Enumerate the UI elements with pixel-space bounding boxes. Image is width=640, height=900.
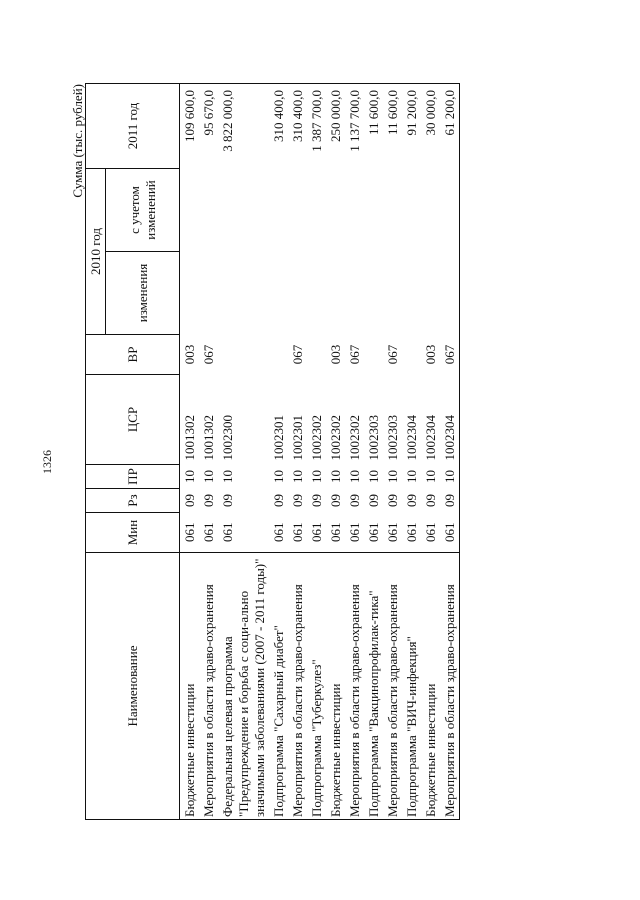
row-with-changes bbox=[402, 169, 421, 252]
row-pr: 10 bbox=[290, 470, 305, 483]
row-csr: 1001302 bbox=[182, 415, 197, 461]
row-2011: 3 822 000,0 bbox=[218, 84, 269, 169]
row-csr: 1002304 bbox=[440, 375, 460, 465]
row-csr: 1002304 bbox=[404, 415, 419, 461]
table-row bbox=[307, 84, 326, 820]
row-rz: 09 bbox=[220, 494, 235, 507]
row-csr: 1002300 bbox=[220, 415, 235, 461]
row-2011: 310 400,0 bbox=[269, 84, 288, 169]
row-min: 061 bbox=[347, 522, 362, 542]
table-row bbox=[383, 84, 402, 820]
row-2011: 1 137 700,0 bbox=[345, 84, 364, 169]
row-min: 061 bbox=[385, 522, 400, 542]
row-with-changes bbox=[218, 169, 269, 252]
table-row bbox=[218, 84, 269, 820]
header-year-2011: 2011 год bbox=[86, 84, 180, 169]
row-pr: 10 bbox=[328, 470, 343, 483]
row-min: 061 bbox=[220, 522, 235, 542]
row-name: Подпрограмма "Туберкулез" bbox=[307, 553, 326, 820]
row-pr: 10 bbox=[385, 470, 400, 483]
row-name: Мероприятия в области здраво-охранения bbox=[440, 553, 460, 820]
table-row bbox=[345, 84, 364, 820]
row-changes bbox=[307, 252, 326, 335]
row-min: 061 bbox=[366, 522, 381, 542]
row-rz: 09 bbox=[328, 494, 343, 507]
row-pr: 10 bbox=[404, 470, 419, 483]
row-min: 061 bbox=[182, 522, 197, 542]
row-rz: 09 bbox=[404, 494, 419, 507]
row-csr: 1002302 bbox=[309, 415, 324, 461]
row-pr: 10 bbox=[201, 470, 216, 483]
row-pr: 10 bbox=[366, 470, 381, 483]
row-changes bbox=[440, 252, 460, 335]
header-name: Наименование bbox=[86, 553, 180, 820]
table-header bbox=[86, 84, 180, 820]
row-2011: 30 000,0 bbox=[421, 84, 440, 169]
row-changes bbox=[326, 252, 345, 335]
row-changes bbox=[402, 252, 421, 335]
row-rz: 09 bbox=[440, 489, 460, 513]
row-min: 061 bbox=[271, 522, 286, 542]
row-vr bbox=[307, 335, 326, 375]
row-with-changes bbox=[364, 169, 383, 252]
row-name: Подпрограмма "Сахарный диабет" bbox=[269, 553, 288, 820]
row-min: 061 bbox=[440, 513, 460, 553]
row-changes bbox=[180, 252, 200, 335]
header-vr: ВР bbox=[86, 335, 180, 375]
row-pr: 10 bbox=[440, 465, 460, 489]
header-with-changes: с учетом изменений bbox=[106, 169, 180, 252]
row-min: 061 bbox=[423, 522, 438, 542]
row-2011: 109 600,0 bbox=[180, 84, 200, 169]
row-name: Бюджетные инвестиции bbox=[180, 553, 200, 820]
row-changes bbox=[364, 252, 383, 335]
row-vr: 003 bbox=[182, 344, 197, 365]
row-name: Мероприятия в области здраво-охранения bbox=[199, 553, 218, 820]
row-2011: 11 600,0 bbox=[364, 84, 383, 169]
table-body bbox=[180, 84, 460, 820]
row-vr: 067 bbox=[385, 344, 400, 365]
table-row bbox=[364, 84, 383, 820]
header-changes: изменения bbox=[106, 252, 180, 335]
row-pr: 10 bbox=[271, 470, 286, 483]
row-pr: 10 bbox=[347, 470, 362, 483]
row-with-changes bbox=[288, 169, 307, 252]
row-vr bbox=[269, 335, 288, 375]
row-vr bbox=[364, 335, 383, 375]
row-name: Федеральная целевая программа "Предупреждение и борьба с соци-ально значимыми заболеваниями (2007 - 2011 годы)" bbox=[218, 553, 269, 820]
row-with-changes bbox=[345, 169, 364, 252]
row-rz: 09 bbox=[366, 494, 381, 507]
row-rz: 09 bbox=[290, 494, 305, 507]
row-rz: 09 bbox=[271, 494, 286, 507]
row-changes bbox=[345, 252, 364, 335]
row-csr: 1002304 bbox=[423, 415, 438, 461]
row-vr: 067 bbox=[201, 344, 216, 365]
row-name: Бюджетные инвестиции bbox=[326, 553, 345, 820]
row-vr: 003 bbox=[423, 344, 438, 365]
header-pr: ПР bbox=[86, 465, 180, 489]
row-2011: 250 000,0 bbox=[326, 84, 345, 169]
row-with-changes bbox=[421, 169, 440, 252]
row-min: 061 bbox=[404, 522, 419, 542]
row-vr: 067 bbox=[290, 344, 305, 365]
row-pr: 10 bbox=[309, 470, 324, 483]
row-vr: 067 bbox=[347, 344, 362, 365]
row-changes bbox=[269, 252, 288, 335]
row-rz: 09 bbox=[201, 494, 216, 507]
row-changes bbox=[288, 252, 307, 335]
row-changes bbox=[383, 252, 402, 335]
table-row bbox=[199, 84, 218, 820]
header-csr: ЦСР bbox=[86, 375, 180, 465]
row-changes bbox=[218, 252, 269, 335]
row-with-changes bbox=[383, 169, 402, 252]
row-csr: 1002302 bbox=[328, 415, 343, 461]
table-row bbox=[440, 84, 460, 820]
page-number: 1326 bbox=[40, 450, 54, 474]
table-row bbox=[269, 84, 288, 820]
row-pr: 10 bbox=[182, 470, 197, 483]
row-changes bbox=[199, 252, 218, 335]
table-row bbox=[421, 84, 440, 820]
row-min: 061 bbox=[309, 522, 324, 542]
row-rz: 09 bbox=[182, 494, 197, 507]
row-with-changes bbox=[307, 169, 326, 252]
table-row bbox=[326, 84, 345, 820]
row-with-changes bbox=[269, 169, 288, 252]
table-row bbox=[288, 84, 307, 820]
row-name: Подпрограмма "Вакцинопрофилак-тика" bbox=[364, 553, 383, 820]
row-2011: 1 387 700,0 bbox=[307, 84, 326, 169]
row-vr: 003 bbox=[328, 344, 343, 365]
row-2011: 310 400,0 bbox=[288, 84, 307, 169]
header-rz: Рз bbox=[86, 489, 180, 513]
table-row bbox=[180, 84, 200, 820]
row-changes bbox=[421, 252, 440, 335]
row-vr bbox=[402, 335, 421, 375]
row-pr: 10 bbox=[220, 470, 235, 483]
row-rz: 09 bbox=[385, 494, 400, 507]
row-rz: 09 bbox=[347, 494, 362, 507]
row-rz: 09 bbox=[309, 494, 324, 507]
row-csr: 1002302 bbox=[347, 415, 362, 461]
row-pr: 10 bbox=[423, 470, 438, 483]
row-2011: 91 200,0 bbox=[402, 84, 421, 169]
row-2011: 95 670,0 bbox=[199, 84, 218, 169]
row-vr: 067 bbox=[440, 335, 460, 375]
row-rz: 09 bbox=[423, 494, 438, 507]
table-row bbox=[402, 84, 421, 820]
header-min: Мин bbox=[86, 513, 180, 553]
row-2011: 61 200,0 bbox=[440, 84, 460, 169]
row-min: 061 bbox=[290, 522, 305, 542]
row-with-changes bbox=[180, 169, 200, 252]
row-with-changes bbox=[440, 169, 460, 252]
row-with-changes bbox=[326, 169, 345, 252]
row-min: 061 bbox=[328, 522, 343, 542]
amount-unit-caption: Сумма (тыс. рублей) bbox=[70, 84, 85, 198]
row-vr bbox=[218, 335, 269, 375]
row-csr: 1002303 bbox=[366, 415, 381, 461]
row-csr: 1001302 bbox=[201, 415, 216, 461]
header-year-2010: 2010 год bbox=[86, 169, 106, 335]
row-name: Мероприятия в области здраво-охранения bbox=[288, 553, 307, 820]
row-with-changes bbox=[199, 169, 218, 252]
row-2011: 11 600,0 bbox=[383, 84, 402, 169]
row-name: Мероприятия в области здраво-охранения bbox=[383, 553, 402, 820]
row-csr: 1002301 bbox=[290, 415, 305, 461]
budget-table bbox=[85, 83, 460, 820]
row-csr: 1002303 bbox=[385, 415, 400, 461]
row-name: Мероприятия в области здраво-охранения bbox=[345, 553, 364, 820]
row-csr: 1002301 bbox=[271, 415, 286, 461]
row-name: Бюджетные инвестиции bbox=[421, 553, 440, 820]
row-min: 061 bbox=[201, 522, 216, 542]
row-name: Подпрограмма "ВИЧ-инфекция" bbox=[402, 553, 421, 820]
